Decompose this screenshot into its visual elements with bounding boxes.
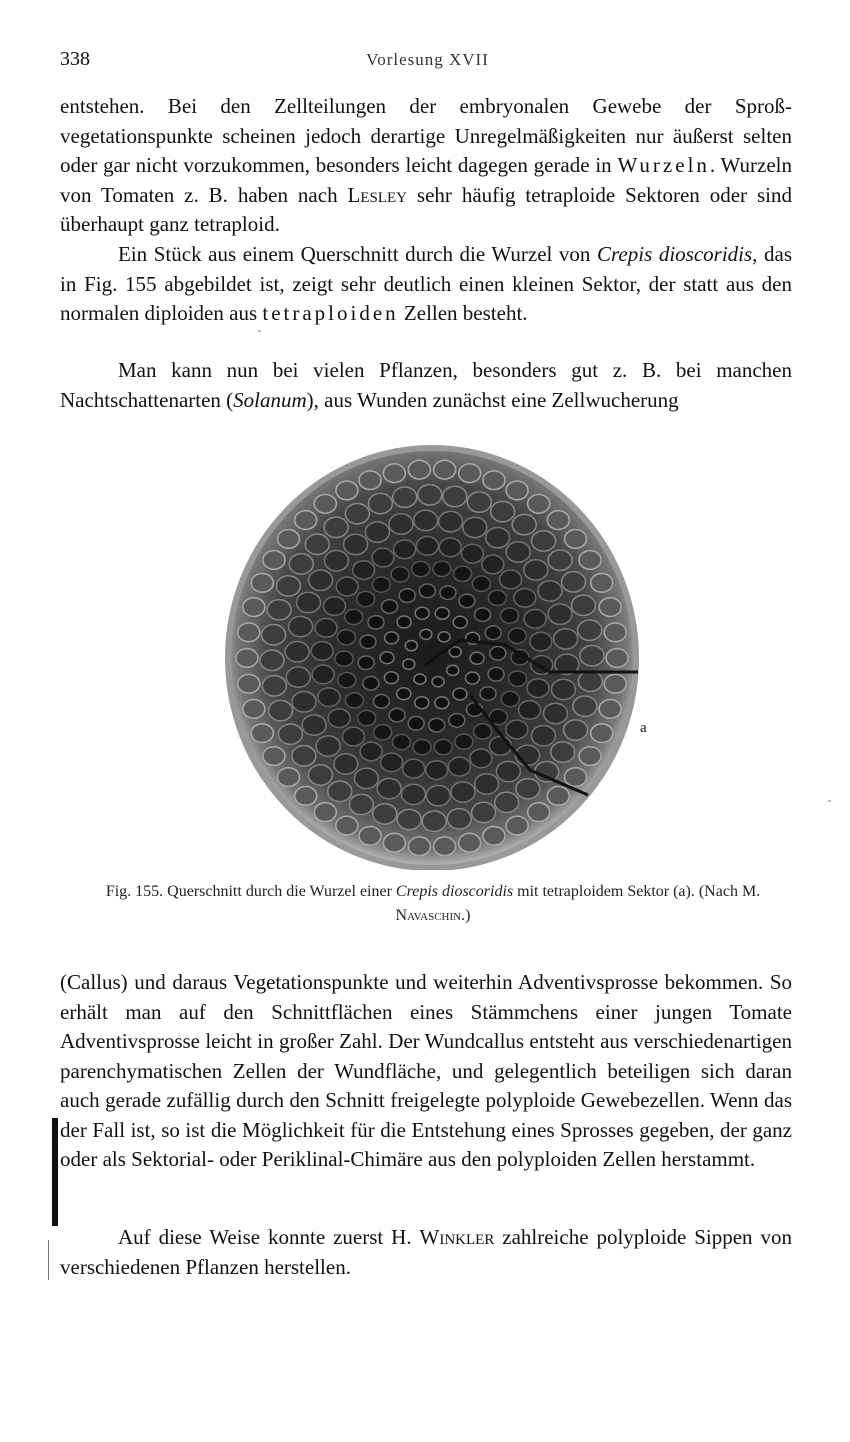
cell bbox=[238, 623, 260, 642]
caption-prefix: Fig. 155. bbox=[105, 883, 164, 900]
cell bbox=[565, 530, 587, 549]
cell bbox=[426, 785, 450, 805]
cell bbox=[286, 667, 310, 687]
cell bbox=[527, 679, 549, 698]
cell bbox=[292, 692, 316, 712]
cell bbox=[451, 782, 475, 802]
cell bbox=[236, 649, 258, 668]
cell bbox=[512, 514, 536, 534]
cell bbox=[374, 725, 392, 740]
cell bbox=[535, 762, 559, 782]
cell bbox=[491, 501, 515, 521]
cell bbox=[465, 672, 479, 684]
cell bbox=[382, 600, 398, 614]
cell bbox=[573, 696, 597, 716]
paragraph-5 bbox=[60, 1223, 792, 1282]
cell bbox=[389, 708, 405, 722]
cell bbox=[453, 616, 467, 628]
cell bbox=[262, 625, 286, 645]
cell bbox=[336, 577, 358, 596]
cell bbox=[562, 572, 586, 592]
cell bbox=[509, 671, 527, 686]
cell bbox=[358, 656, 374, 670]
cell bbox=[516, 778, 540, 798]
page-header bbox=[60, 48, 795, 74]
cell bbox=[289, 554, 313, 574]
para3-text-a: Man kann nun bei vielen Pflanzen, besonders gut z. B. bei manchen Nachtschattenarten ( bbox=[60, 358, 792, 412]
cell bbox=[435, 697, 449, 709]
cell bbox=[579, 551, 601, 570]
cell bbox=[337, 630, 355, 645]
cell bbox=[278, 724, 302, 744]
cell bbox=[383, 833, 405, 852]
cell bbox=[372, 577, 390, 592]
cell bbox=[565, 768, 587, 787]
cell bbox=[368, 493, 392, 513]
paragraph-2 bbox=[60, 240, 792, 329]
cell bbox=[336, 481, 358, 500]
cell bbox=[408, 460, 430, 479]
cell bbox=[381, 753, 403, 772]
cell bbox=[314, 494, 336, 513]
cell bbox=[359, 471, 381, 490]
paragraph-4: (Callus) und daraus Vegetationspunkte und weiterhin Adventivsprosse bekommen. So erhält man auf den Schnittflächen eines Stämmchens einer jungen Tomate Adventivsprosse leicht in großer Zahl. Der Wundcallus entsteht aus verschiedenartigen parenchymatischen Zellen der Wundfläche, und gelegentlich beteiligen sich daran auch gerade zufällig durch den Schnitt freigelegte polyploide Gewebezellen. Wenn das der Fall ist, so ist die Möglichkeit für die Entstehung eines Sprosses gegeben, der ganz oder als Sektorial- oder Periklinal-Chimäre aus den polyploiden Zellen herstammt. bbox=[60, 970, 792, 1171]
cell bbox=[316, 736, 340, 756]
cell bbox=[579, 747, 601, 766]
cell bbox=[324, 550, 348, 570]
cell bbox=[238, 674, 260, 693]
cell bbox=[524, 560, 548, 580]
cell bbox=[506, 542, 530, 562]
cell bbox=[480, 687, 496, 701]
cell bbox=[461, 544, 483, 563]
cell bbox=[449, 714, 465, 728]
cell bbox=[345, 609, 363, 624]
cell bbox=[397, 688, 411, 700]
cell bbox=[443, 486, 467, 506]
cell bbox=[434, 837, 456, 856]
cell bbox=[547, 787, 569, 806]
caption-mid: mit tetraploidem Sektor (a). (Nach M. bbox=[517, 883, 761, 900]
cell bbox=[354, 768, 378, 788]
cell bbox=[403, 759, 425, 778]
para1-text-c: sehr häufig tetraploide Sektoren oder sind überhaupt ganz tetraploid. bbox=[60, 182, 792, 236]
cell bbox=[571, 595, 595, 615]
para1-author: Lesley bbox=[347, 182, 407, 207]
cell bbox=[416, 537, 438, 556]
cell bbox=[389, 514, 413, 534]
cell bbox=[360, 635, 376, 649]
cell bbox=[385, 632, 399, 644]
cell bbox=[391, 567, 409, 582]
cell bbox=[463, 517, 487, 537]
cell bbox=[591, 573, 613, 592]
cell bbox=[488, 667, 504, 681]
cell bbox=[604, 674, 626, 693]
cell bbox=[328, 781, 352, 801]
margin-mark bbox=[52, 1118, 58, 1226]
cell bbox=[260, 650, 284, 670]
para1-text-b: . Wurzeln von Tomaten z. B. haben nach bbox=[60, 153, 792, 207]
cell bbox=[295, 787, 317, 806]
cell bbox=[554, 629, 578, 649]
cell bbox=[243, 700, 265, 719]
cell bbox=[470, 749, 492, 768]
cell bbox=[363, 676, 379, 690]
cell bbox=[414, 674, 426, 684]
caption-end: .) bbox=[461, 907, 471, 924]
cell bbox=[315, 619, 337, 638]
cell bbox=[360, 742, 382, 761]
cell bbox=[292, 746, 316, 766]
cell bbox=[263, 747, 285, 766]
cell bbox=[453, 688, 467, 700]
cell bbox=[500, 570, 522, 589]
cell bbox=[285, 642, 309, 662]
cell bbox=[309, 570, 333, 590]
cell bbox=[475, 608, 491, 622]
cell bbox=[251, 573, 273, 592]
cell bbox=[426, 761, 448, 780]
cell bbox=[467, 492, 491, 512]
cell bbox=[353, 561, 375, 580]
cell bbox=[295, 511, 317, 530]
cell bbox=[413, 740, 431, 755]
cell bbox=[349, 794, 373, 814]
cell bbox=[501, 608, 519, 623]
cell bbox=[251, 724, 273, 743]
cell bbox=[474, 724, 492, 739]
cell bbox=[440, 586, 456, 600]
cell bbox=[434, 460, 456, 479]
cell bbox=[531, 726, 555, 746]
caption-author: Navaschin bbox=[395, 907, 462, 924]
cell bbox=[357, 591, 375, 606]
cell bbox=[373, 804, 397, 824]
figure-caption bbox=[88, 880, 778, 928]
cell bbox=[358, 710, 376, 725]
cell bbox=[447, 809, 471, 829]
cell bbox=[447, 665, 459, 675]
scan-speck bbox=[828, 800, 831, 802]
para5-text-b: zahlreiche polyploide Sippen von verschiedenen Pflanzen herstellen. bbox=[60, 1225, 792, 1279]
cell bbox=[488, 590, 506, 605]
cell bbox=[538, 581, 562, 601]
cell bbox=[324, 517, 348, 537]
cell bbox=[490, 646, 506, 660]
caption-text: Querschnitt durch die Wurzel einer bbox=[167, 883, 392, 900]
paragraph-1 bbox=[60, 92, 792, 240]
cell bbox=[459, 594, 475, 608]
cell bbox=[422, 811, 446, 831]
cell bbox=[296, 592, 320, 612]
figure-label-a: a bbox=[640, 720, 647, 736]
cell bbox=[267, 600, 291, 620]
para5-text-a: Auf diese Weise konnte zuerst H. bbox=[118, 1225, 420, 1249]
cell bbox=[345, 503, 369, 523]
cell bbox=[459, 464, 481, 483]
cell bbox=[483, 826, 505, 845]
cell bbox=[548, 550, 572, 570]
cell bbox=[439, 538, 461, 557]
cell bbox=[380, 652, 394, 664]
cell bbox=[483, 471, 505, 490]
cell bbox=[530, 632, 552, 651]
cell bbox=[528, 803, 550, 822]
cell bbox=[415, 697, 429, 709]
para1-text-a: entstehen. Bei den Zellteilungen der embryonalen Gewebe der Sproßvegetationspunkte scheinen jedoch derartige Unregelmäßigkeiten nur äußerst selten oder gar nicht vorzukommen, besonders leicht dagegen gerade in bbox=[60, 94, 792, 177]
cell bbox=[599, 598, 621, 617]
cell bbox=[338, 673, 356, 688]
cell bbox=[414, 510, 438, 530]
cell bbox=[289, 616, 313, 636]
cell bbox=[564, 720, 588, 740]
cell bbox=[384, 672, 398, 684]
cell bbox=[393, 487, 417, 507]
cell bbox=[420, 629, 432, 639]
cell bbox=[514, 588, 536, 607]
cell bbox=[277, 530, 299, 549]
cell bbox=[277, 768, 299, 787]
cell bbox=[368, 616, 384, 630]
para2-spaced-word: tetraploiden bbox=[262, 301, 399, 325]
cell bbox=[262, 676, 286, 696]
cell bbox=[506, 481, 528, 500]
para2-text-a: Ein Stück aus einem Querschnitt durch die Wurzel von bbox=[118, 242, 598, 266]
cell bbox=[438, 632, 450, 642]
para5-author: Winkler bbox=[419, 1225, 495, 1249]
cell bbox=[455, 734, 473, 749]
cell bbox=[506, 720, 528, 739]
cell bbox=[359, 826, 381, 845]
cell bbox=[578, 620, 602, 640]
cell bbox=[495, 792, 519, 812]
caption-species: Crepis dioscoridis bbox=[395, 883, 514, 900]
page-number: 338 bbox=[60, 48, 90, 70]
cell bbox=[524, 609, 546, 628]
cell bbox=[401, 784, 425, 804]
cell bbox=[342, 727, 364, 746]
para2-text-b: , das in Fig. 155 abgebildet ist, zeigt sehr deutlich einen kleinen Sektor, der statt aus den normalen diploiden aus bbox=[60, 242, 792, 325]
cell bbox=[243, 598, 265, 617]
cell bbox=[548, 604, 572, 624]
cell bbox=[435, 607, 449, 619]
cell bbox=[434, 739, 452, 754]
cell bbox=[482, 555, 504, 574]
cell bbox=[486, 527, 510, 547]
cell bbox=[276, 576, 300, 596]
cell bbox=[439, 511, 463, 531]
cell bbox=[344, 534, 368, 554]
cell bbox=[336, 816, 358, 835]
cell bbox=[308, 765, 332, 785]
para2-species: Crepis dioscoridis bbox=[597, 242, 753, 266]
cell bbox=[506, 816, 528, 835]
cell bbox=[392, 735, 410, 750]
cell bbox=[433, 561, 451, 576]
cell bbox=[397, 616, 411, 628]
cell bbox=[508, 628, 526, 643]
cell bbox=[365, 522, 389, 542]
cell bbox=[373, 695, 389, 709]
cell bbox=[408, 837, 430, 856]
cell bbox=[345, 693, 363, 708]
para1-spaced-word: Wurzeln bbox=[617, 153, 710, 177]
cell bbox=[470, 652, 484, 664]
cell bbox=[547, 511, 569, 530]
cell bbox=[496, 761, 520, 781]
cell bbox=[580, 645, 604, 665]
cell bbox=[415, 607, 429, 619]
para3-genus: Solanum bbox=[233, 387, 307, 412]
cell bbox=[323, 597, 345, 616]
para3-text-b: ), aus Wunden zunächst eine Zellwucherung bbox=[306, 387, 679, 412]
cell bbox=[604, 623, 626, 642]
cell bbox=[394, 540, 416, 559]
para2-text-c: Zellen besteht. bbox=[398, 301, 528, 325]
cell bbox=[397, 809, 421, 829]
margin-line bbox=[48, 1240, 49, 1280]
cell bbox=[311, 642, 333, 661]
cell bbox=[419, 584, 435, 598]
cell bbox=[314, 803, 336, 822]
cell bbox=[459, 833, 481, 852]
cell bbox=[399, 589, 415, 603]
root-cross-section-figure bbox=[220, 440, 640, 870]
cell bbox=[472, 802, 496, 822]
cell bbox=[485, 626, 501, 640]
running-head: Vorlesung XVII bbox=[366, 50, 489, 69]
cell bbox=[591, 724, 613, 743]
cell bbox=[328, 709, 350, 728]
cell bbox=[334, 754, 358, 774]
scan-speck bbox=[258, 330, 261, 332]
cell bbox=[544, 703, 568, 723]
cell bbox=[405, 641, 417, 651]
cell bbox=[472, 576, 490, 591]
cell bbox=[429, 718, 445, 732]
cell bbox=[551, 679, 575, 699]
cell bbox=[578, 671, 602, 691]
cell bbox=[269, 700, 293, 720]
cell bbox=[335, 651, 353, 666]
cell bbox=[318, 688, 340, 707]
cell bbox=[475, 774, 499, 794]
cell bbox=[448, 757, 470, 776]
cell bbox=[383, 464, 405, 483]
cell bbox=[412, 561, 430, 576]
paragraph-3 bbox=[60, 356, 792, 415]
cell bbox=[519, 701, 541, 720]
cell bbox=[501, 691, 519, 706]
cell bbox=[377, 778, 401, 798]
cell bbox=[305, 534, 329, 554]
cell bbox=[599, 700, 621, 719]
cell bbox=[606, 649, 628, 668]
cell bbox=[403, 659, 415, 669]
cell bbox=[418, 485, 442, 505]
cell bbox=[532, 531, 556, 551]
cell bbox=[263, 551, 285, 570]
cell bbox=[528, 494, 550, 513]
cell bbox=[302, 715, 326, 735]
cell bbox=[312, 665, 334, 684]
cell bbox=[372, 548, 394, 567]
cell bbox=[432, 677, 444, 687]
cell bbox=[551, 742, 575, 762]
cell bbox=[454, 566, 472, 581]
cell bbox=[408, 717, 424, 731]
